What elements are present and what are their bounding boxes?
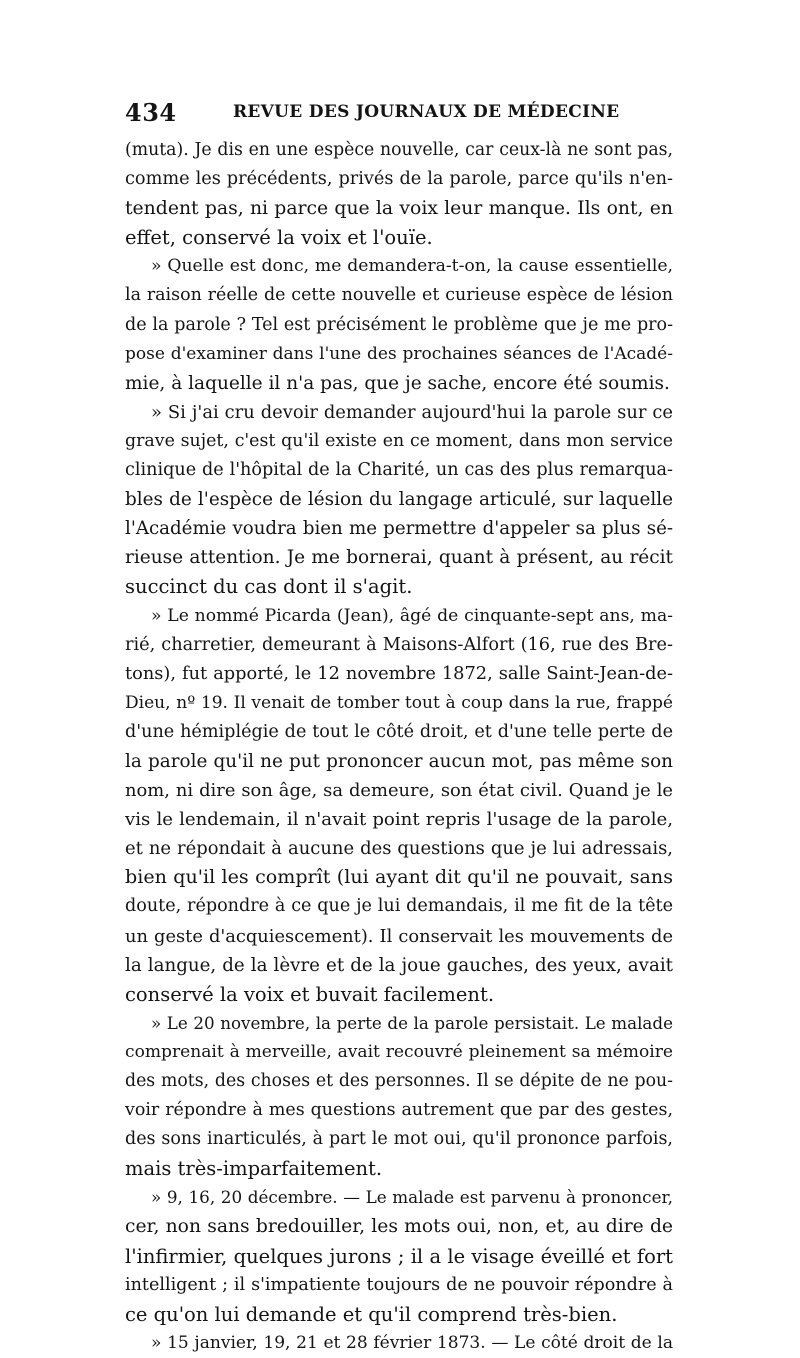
- text-line: succinct du cas dont il s'agit.: [125, 575, 413, 599]
- text-line: et ne répondait à aucune des questions que je lui adressais,: [125, 838, 673, 860]
- text-line: rié, charretier, demeurant à Maisons-Alfort (16, rue des Bre-: [125, 634, 673, 655]
- text-line: ce qu'on lui demande et qu'il comprend très-bien.: [125, 1302, 618, 1326]
- text-line: l'infirmier, quelques jurons ; il a le visage éveillé et fort: [125, 1244, 673, 1268]
- text-line: clinique de l'hôpital de la Charité, un cas des plus remarqua-: [125, 460, 673, 481]
- text-line: de la parole ? Tel est précisément le problème que je me pro-: [125, 314, 673, 335]
- text-line: bien qu'il les comprît (lui ayant dit qu'il ne pouvait, sans: [125, 866, 673, 889]
- text-line: Dieu, nº 19. Il venait de tomber tout à coup dans la rue, frappé: [125, 692, 673, 713]
- text-line: comme les précédents, privés de la parole, parce qu'ils n'en-: [125, 169, 673, 190]
- text-line: (muta). Je dis en une espèce nouvelle, car ceux-là ne sont pas,: [125, 140, 673, 160]
- text-line: vis le lendemain, il n'avait point repris l'usage de la parole,: [125, 809, 673, 831]
- text-line: comprenait à merveille, avait recouvré pleinement sa mémoire: [125, 1041, 673, 1062]
- text-line: doute, répondre à ce que je lui demandais, il me fit de la tête: [125, 896, 673, 917]
- text-line: des sons inarticulés, à part le mot oui, qu'il prononce parfois,: [125, 1129, 673, 1150]
- text-line: mie, à laquelle il n'a pas, que je sache, encore été soumis.: [125, 372, 670, 394]
- text-line: la raison réelle de cette nouvelle et curieuse espèce de lésion: [125, 285, 673, 306]
- text-line: » 9, 16, 20 décembre. — Le malade est parvenu à prononcer,: [151, 1187, 673, 1208]
- body-text: [125, 136, 673, 1358]
- text-line: » Si j'ai cru devoir demander aujourd'hui la parole sur ce: [151, 401, 673, 423]
- text-line: bles de l'espèce de lésion du langage articulé, sur laquelle: [125, 489, 673, 511]
- text-line: conservé la voix et buvait facilement.: [125, 982, 495, 1006]
- text-line: » Le nommé Picarda (Jean), âgé de cinquante-sept ans, ma-: [151, 605, 673, 626]
- page-number: 434: [125, 98, 177, 127]
- text-line: grave sujet, c'est qu'il existe en ce moment, dans mon service: [125, 430, 673, 451]
- text-line: des mots, des choses et des personnes. Il se dépite de ne pou-: [125, 1071, 673, 1091]
- text-line: intelligent ; il s'impatiente toujours de ne pouvoir répondre à: [125, 1274, 673, 1295]
- text-line: tons), fut apporté, le 12 novembre 1872, salle Saint-Jean-de-: [125, 663, 673, 684]
- text-line: effet, conservé la voix et l'ouïe.: [125, 226, 433, 250]
- text-line: un geste d'acquiescement). Il conservait les mouvements de: [125, 925, 673, 947]
- text-line: pose d'examiner dans l'une des prochaines séances de l'Acadé-: [125, 343, 673, 364]
- text-line: d'une hémiplégie de tout le côté droit, et d'une telle perte de: [125, 721, 673, 742]
- text-line: » Quelle est donc, me demandera-t-on, la cause essentielle,: [151, 256, 673, 277]
- text-line: nom, ni dire son âge, sa demeure, son état civil. Quand je le: [125, 780, 673, 802]
- text-line: l'Académie voudra bien me permettre d'appeler sa plus sé-: [125, 518, 673, 540]
- text-line: » Le 20 novembre, la perte de la parole persistait. Le malade: [151, 1012, 673, 1033]
- text-line: tendent pas, ni parce que la voix leur manque. Ils ont, en: [125, 198, 673, 220]
- text-line: » 15 janvier, 19, 21 et 28 février 1873. — Le côté droit de la: [151, 1332, 673, 1353]
- text-line: cer, non sans bredouiller, les mots oui, non, et, au dire de: [125, 1216, 673, 1238]
- text-line: la langue, de la lèvre et de la joue gauches, des yeux, avait: [125, 954, 673, 976]
- text-line: voir répondre à mes questions autrement que par des gestes,: [125, 1100, 673, 1121]
- text-line: rieuse attention. Je me bornerai, quant à présent, au récit: [125, 547, 673, 569]
- text-line: la parole qu'il ne put prononcer aucun mot, pas même son: [125, 750, 673, 772]
- text-line: mais très-imparfaitement.: [125, 1157, 383, 1181]
- running-title: REVUE DES JOURNAUX DE MÉDECINE: [233, 102, 620, 122]
- page-header: [125, 98, 685, 128]
